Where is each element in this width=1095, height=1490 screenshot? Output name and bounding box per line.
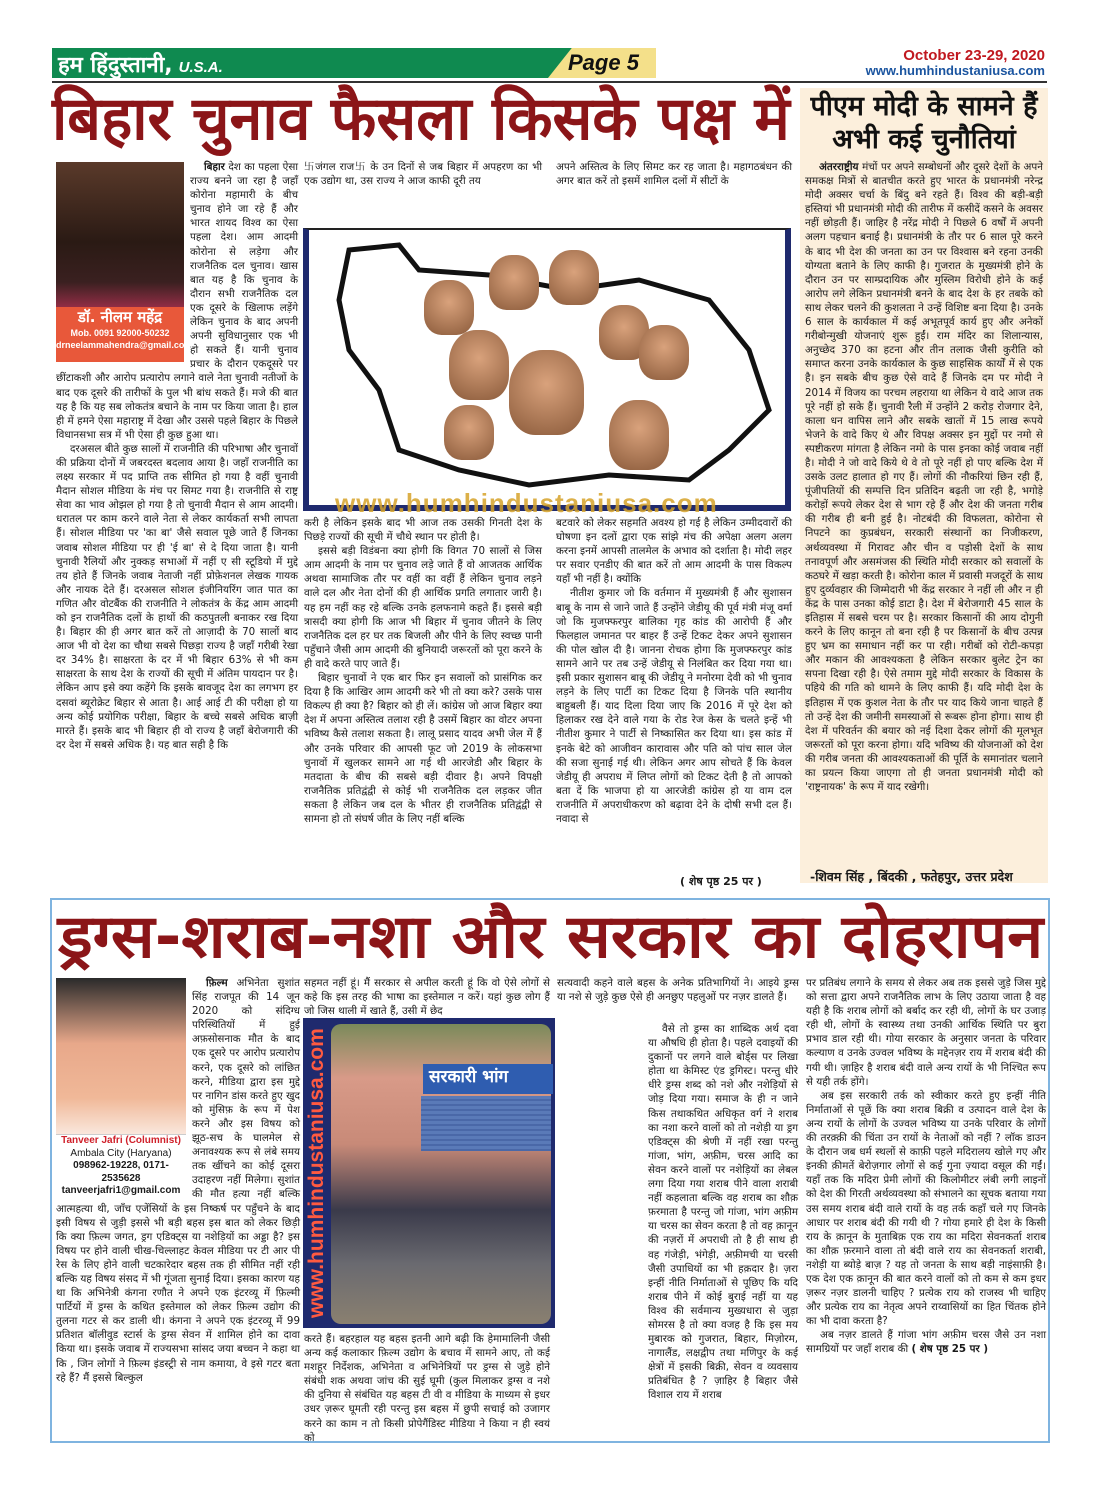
sidebar-byline: -शिवम सिंह , बिंदकी , फतेहपुर, उत्तर प्रदेश [810,869,1013,884]
author-name: डॉ. नीलम महेंद्र [77,308,163,326]
article3-column-2-top: सहमत नहीं हूं। मैं सरकार से अपील करती हूं कि वो ऐसे लोगों से कहे कि इस तरह की भाषा का इस्तेमाल न करें। यहां कुछ लोग हैं जो जिस थाली में खाते हैं, उसी में छेद [304,977,550,1018]
sidebar-headline: पीएम मोदी के सामने हैं अभी कई चुनौतियां [810,91,1038,155]
paragraph: बिहार देश का पहला ऐसा राज्य बनने जा रहा है जहाँ कोरोना महामारी के बीच चुनाव होने जा रहे हैं और भारत शायद विश्व का ऐसा पहला देश। आम आदमी कोरोना से लड़ेगा और राजनैतिक दल चुनाव। खास बात यह है कि चुनाव के दौरान सभी राजनैतिक दल एक दूसरे के खिलाफ लड़ेंगे लेकिन चुनाव के बाद अपनी अपनी सुविधानुसार एक भी हो सकते हैं। यानी चुनाव प्रचार के दौरान एकदूसरे पर छींटाकशी और आरोप प्रत्यारोप लगाने वाले नेता चुनावी नतीजों के बाद एक दूसरे की तारीफों के पुल भी बांध सकते हैं। मजे की बात यह है कि यह सब लोकतंत्र बचाने के नाम पर किया जाता है। हाल ही में हमने ऐसा महाराष्ट्र में देखा और उससे पहले बिहार के पिछले विधानसभा सत्र में भी ऐसा ही कुछ हुआ था। [56,161,298,441]
columnist-city: Ambala City (Haryana) [70,1147,172,1159]
paragraph: करते हैं। बहरहाल यह बहस इतनी आगे बढ़ी कि हेमामालिनी जैसी अन्य कई कलाकार फ़िल्म उद्योग के बचाव में सामने आए, तो कई मशहूर निर्देशक, अभिनेता व अभिनेत्रियों पर ड्रग्स से जुड़े होने संबंधी शक अथवा जांच की सुई घूमी (कुल मिलाकर ड्रग्स व नशे की दुनिया से संबंधित यह बहस टी वी व मीडिया के माध्यम से इधर उधर ज़रूर घूमती रही परन्तु इस बहस में छुपी सचाई को उजागर करने का काम न तो किसी प्रोपेगैंडिस्ट मीडिया ने किया न ही स्वयं को [304,1333,550,1444]
article3-column-2 [304,1332,550,1444]
bihar-leaders-map-image [303,228,791,511]
article3-column-3-narrow [648,1022,798,1402]
paragraph: अंतरराष्ट्रीय मंचों पर अपने सम्बोधनों और दूसरे देशों के अपने समकक्ष मित्रों से बातचीत करते हुए भारत के प्रधानमंत्री नरेन्द्र मोदी अक्सर चर्चा के बिंदु बने रहते हैं। विश्व की बड़ी-बड़ी हस्तियां भी प्रधानमंत्री मोदी की तारीफ में कसीदें कसने के अवसर नहीं छोड़ती हैं। जाहिर है नरेंद्र मोदी ने पिछले 6 वर्षों में अपनी अलग पहचान बनाई है। प्रधानमंत्री के तौर पर 6 साल पूरे करने के बाद भी देश की जनता का उन पर विश्वास बने रहना उनकी योग्यता बताने के लिए काफी है। गुजरात के मुख्यमंत्री होने के दौरान उन पर साम्प्रदायिक और मुस्लिम विरोधी होने के कई आरोप लगे लेकिन प्रधानमंत्री बनने के बाद देश के हर तबके को साथ लेकर चलने की कुशलता ने उन्हें विशिष्ट बना दिया है। उनके 6 साल के कार्यकाल में कई अभूतपूर्व कार्य हुए और अनेकों गरीबोन्मुखी योजनाएं शुरू हुईं। राम मंदिर का शिलान्यास, अनुच्छेद 370 का हटना और तीन तलाक जैसी कुरीति को समाप्त करना उनके कार्यकाल के कुछ साहसिक कार्यों में से एक है। इन सबके बीच कुछ ऐसे वादे हैं जिनके दम पर मोदी ने 2014 में विजय का परचम लहराया था लेकिन ये वादे आज तक पूरे नहीं हो सके हैं। चुनावी रैली में उन्होंने 2 करोड़ रोजगार देने, काला धन वापिस लाने और सबके खातों में 15 लाख रूपये भेजने के वादे किए थे और विपक्ष अक्सर इन मुद्दों पर नमो से स्पष्टीकरण मांगता है लेकिन नमो के पास इनका कोई जवाब नहीं है। मोदी ने जो वादे किये थे वे तो पूरे नहीं हो पाए बल्कि देश में उसके उलट हालात हो गए हैं। लोगों की नौकरियां छिन रही हैं, पूंजीपतियों की सम्पत्ति दिन प्रतिदिन बढ़ती जा रही है, भगोड़े करोड़ों रूपये लेकर देश से भाग रहे हैं और देश की जनता गरीब की गरीब ही बनी हुई है। नोटबंदी की विफलता, कोरोना से निपटने का कुप्रबंधन, सरकारी संस्थानों का निजीकरण, अर्थव्यवस्था में गिरावट और चीन व पड़ोसी देशों के साथ तनावपूर्ण और असमंजस की स्थिति मोदी सरकार को सवालों के कठघरे में खड़ा करती है। कोरोना काल में प्रवासी मजदूरों के साथ हुए दुर्व्यवहार की जिम्मेदारी भी केंद्र सरकार ने नहीं ली और न ही केंद्र के पास उनका कोई डाटा है। देश में बेरोजगारी 45 साल के इतिहास में सबसे चरम पर है। सरकार किसानों की आय दोगुनी करने के लिए कानून तो बना रही है पर किसानों के बीच उत्पन्न हुए भ्रम का समाधान नहीं कर पा रही। गरीबों को रोटी-कपड़ा और मकान की आवश्यकता है लेकिन सरकार बुलेट ट्रेन का सपना दिखा रही है। ऐसे तमाम मुद्दे मोदी सरकार के विकास के पहिये की गति को थामने के लिए काफी हैं। यदि मोदी देश के इतिहास में एक कुशल नेता के तौर पर याद किये जाना चाहते हैं तो उन्हें देश की जमीनी समस्याओं से रूबरू होना होगा। साथ ही देश में परिवर्तन की बयार को नई दिशा देकर लोगों की मूलभूत जरूरतों को पूरा करना होगा। यदि भविष्य की योजनाओं को देश की गरीब जनता की आवश्यकताओं की पूर्ति के समानांतर चलाने का प्रयत्न किया जाएगा तो ही जनता प्रधानमंत्री मोदी को 'राष्ट्रनायक' के रूप में याद रखेगी। [805,161,1043,794]
columnist-caption [56,1134,186,1196]
columnist-email: tanveerjafri1@gmail.com [61,1185,181,1196]
paragraph: अब इस सरकारी तर्क को स्वीकार करते हुए इन्हीं नीति निर्माताओं से पूछें कि क्या शराब बिक्री व उत्पादन वाले देश के अन्य रायों के लोगों के उज्वल भविष्य या उनके परिवार के लोगों की तरक़्क़ी की चिंता उन रायों के नेताओं को नहीं ? लॉक डाउन के दौरान जब धर्म स्थलों से काफ़ी पहले मदिरालय खोले गए और इनकी क़ीमतें बेरोज़गार लोगों से कई गुना ज़्यादा वसूल की गईं। यहाँ तक कि मदिरा प्रेमी लोगों की किलोमीटर लंबी लगी लाइनों को देश की गिरती अर्थव्यवस्था को संभालने का सूचक बताया गया उस समय शराब बंदी वाले रायों के वह तर्क कहाँ चले गए जिनके आधार पर शराब बंदी की गयी थी ? गोया हमारे ही देश के किसी राय के क़ानून के मुताबिक़ एक राय का मदिरा सेवनकर्ता शराब का शौक़ फ़रमाने वाला तो बंदी वाले राय का सेवनकर्ता शराबी, नशेड़ी या ब्योड़े बाज़ ? यह तो जनता के साथ बड़ी नाइंसाफ़ी है। एक देश एक क़ानून की बात करने वालों को तो कम से कम इधर ज़रूर नज़र डालनी चाहिए ? प्रत्येक राय को राजस्व भी चाहिए और प्रत्येक राय का नेतृत्व अपने राय्वासियों का हित चिंतक होने का भी दावा करता है? [806,1089,1046,1328]
shop-sign: सरकारी भांग [423,1064,553,1094]
continued-on-page: ( शेष पृष्ठ 25 पर ) [680,875,762,888]
columnist-phone: 098962-19228, 0171-2535628 [73,1160,169,1184]
image-watermark-vertical: www.humhindustaniusa.com [305,1028,328,1318]
leader-photo [639,325,689,380]
paragraph: करी है लेकिन इसके बाद भी आज तक उसकी गिनती देश के पिछड़े राज्यों की सूची में चौथे स्थान पर होती है। [304,517,542,544]
author-mobile: Mob. 0091 92000-50232 [70,328,170,338]
headline-drugs-liquor: ड्रग्स-शराब-नशा और सरकार का दोहरापन [58,902,1044,972]
article1-column-2-top: 卐जंगल राज卐 के उन दिनों से जब बिहार में अपहरण का भी एक उद्योग था, उस राज्य ने आज काफी दूरी तय [304,161,542,188]
header-divider [52,81,1047,83]
masthead-suffix: U.S.A. [178,59,223,76]
bhang-shop-image [303,1018,555,1328]
author-photo [56,162,193,362]
leader-photo [549,250,599,305]
shop-photo [331,1024,551,1324]
article3-column-1 [56,976,300,1436]
paragraph: अब नज़र डालते हैं गांजा भांग अफ़ीम चरस जैसे उन नशा सामग्रियों पर जहाँ शराब की ( शेष पृष्ठ 25 पर ) [806,1329,1046,1356]
paragraph: बिहार चुनावों ने एक बार फिर इन सवालों को प्रासंगिक कर दिया है कि आखिर आम आदमी करे भी तो क्या करे? उसके पास विकल्प ही क्या है? बिहार को ही लें। कांग्रेस जो आज बिहार क्या देश में अपना अस्तित्व तलाश रही है उसमें बिहार का वोटर अपना भविष्य कैसे तलाश सकता है। लालू प्रसाद यादव अभी जेल में हैं और उनके परिवार की आपसी फूट जो 2019 के लोकसभा चुनावों में खुलकर सामने आ गई थी आरजेडी और बिहार के मतदाता के बीच की सबसे बड़ी दीवार है। अपने विपक्षी राजनैतिक प्रतिद्वंद्वी से कोई भी राजनैतिक दल लड़कर जीत सकता है लेकिन जब दल के भीतर ही राजनैतिक प्रतिद्वंद्वी से सामना हो तो संघर्ष जीत के लिए नहीं बल्कि [304,672,542,825]
paragraph: बटवारे को लेकर सहमति अवश्य हो गई है लेकिन उम्मीदवारों की घोषणा इन दलों द्वारा एक सांझे मंच की अपेक्षा अलग अलग करना इनमें आपसी तालमेल के अभाव को दर्शाता है। मोदी लहर पर सवार एनडीए की बात करें तो आम आदमी के पास विकल्प यहाँ भी नहीं है। क्योंकि [556,517,792,586]
sidebar-modi-article [800,88,1048,883]
leader-photo [449,330,509,400]
paragraph: दरअसल बीते कुछ सालों में राजनीति की परिभाषा और चुनावों की प्रक्रिया दोनों में जबरदस्त बदलाव आया है। जहाँ राजनीति का लक्ष्य सरकार में पद प्राप्ति तक सीमित हो गया है वहीं चुनावी मैदान सोशल मीडिया के मंच पर सिमट गया है। राजनीति से राष्ट्र सेवा का भाव ओझल हो गया है तो चुनावी मैदान से आम आदमी। धरातल पर काम करने वाले नेता से लेकर कार्यकर्ता सभी लापता हैं। सोशल मीडिया पर 'का बा' जैसे सवाल पूछे जाते हैं जिनका जवाब सोशल मीडिया पर ही 'ई बा' से दे दिया जाता है। यानी चुनावी रैलियों और नुक्कड़ सभाओं में नहीं ए सी स्टूडियो में मुद्दे तय होते हैं जिनके जवाब नेताजी नहीं प्रोफ़ेशनल लेखक गायक और नायक देते हैं। दरअसल सोशल इंजीनियरिंग जात पात का गणित और वोटबैंक की राजनीति ने लोकतंत्र के केंद्र आम आदमी को इन राजनैतिक दलों के हाथों की कठपुतली बनाकर रख दिया है। बिहार की ही अगर बात करें तो आज़ादी के 70 सालों बाद आज भी वो देश का चौथा सबसे पिछड़ा राज्य है जहाँ गरीबी रेखा दर 34% है। साक्षरता के दर में भी बिहार 63% से भी कम साक्षरता के साथ देश के राज्यों की सूची में अंतिम पायदान पर है। लेकिन आप इसे क्या कहेंगे कि इसके बावजूद देश का लगभग हर दसवां ब्यूरोक्रेट बिहार से आता है। आई आई टी की परीक्षा हो या अन्य कोई प्रयोगिक परीक्षा, बिहार के बच्चे सबसे अधिक बाज़ी मारते हैं। इसके बाद भी बिहार ही वो राज्य है जहाँ बेरोजगारी की दर देश में सबसे अधिक है। यह बात सही है कि [56,442,298,751]
article3-column-4 [806,976,1046,1436]
article1-column-1 [56,160,298,892]
sidebar-body [800,158,1048,858]
headline-bihar-election: बिहार चुनाव फैसला किसके पक्ष में [52,84,790,154]
paragraph: वैसे तो ड्रग्स का शाब्दिक अर्थ दवा या औषधि ही होता है। पहले दवाइयों की दुकानों पर लगने वाले बोर्ड्स पर लिखा होता था केमिस्ट एंड ड्रगिस्ट। परन्तु धीरे धीरे ड्रग्स शब्द को नशे और नशेड़ियों से जोड़ दिया गया। समाज के ही न जाने किस तथाकथित अधिकृत वर्ग ने शराब का नशा करने वालों को तो नशेड़ी या ड्रग एडिक्ट्स की श्रेणी में नहीं रखा परन्तु गांजा, भांग, अफ़ीम, चरस आदि का सेवन करने वालों पर नशेड़ियों का लेबल लगा दिया गया शराब पीने वाला शराबी नहीं कहलाता बल्कि वह शराब का शौक़ फ़रमाता है परन्तु जो गांजा, भांग अफ़ीम या चरस का सेवन करता है तो वह क़ानून की नज़रों में अपराधी तो है ही साथ ही वह गंजेड़ी, भंगेड़ी, अफ़ीमची या चरसी जैसी उपाधियों का भी हक़दार है। ज़रा इन्हीं नीति निर्माताओं से पूछिए कि यदि शराब पीने में कोई बुराई नहीं या यह विश्व की सर्वमान्य मुख्यधारा से जुड़ा सोमरस है तो क्या वजह है कि इस मय मुबारक को गुजरात, बिहार, मिज़ोरम, नागालैंड, लक्षद्वीप तथा मणिपुर के कई क्षेत्रों में इसकी बिक्री, सेवन व व्यवसाय प्रतिबंधित है ? ज़ाहिर है बिहार जैसे विशाल राय में शराब [648,1023,798,1402]
shop-shutter [421,1096,551,1151]
article3-column-3-top: सत्यवादी कहने वाले बहस के अनेक प्रतिभागियों ने। आइये ड्रग्स या नशे से जुड़े कुछ ऐसे ही अनछुए पहलुओं पर नज़र डालते हैं। [557,977,799,1004]
leader-photo [609,400,669,470]
leader-photo [509,350,584,435]
paragraph: नीतीश कुमार जो कि वर्तमान में मुख्यमंत्री हैं और सुशासन बाबू के नाम से जाने जाते हैं उन्होंने जेडीयू की पूर्व मंत्री मंजू वर्मा जो कि मुजफ्फरपुर बालिका गृह कांड की आरोपी हैं और फिलहाल जमानत पर बाहर हैं उन्हें टिकट देकर अपने सुशासन की पोल खोल दी है। जानना रोचक होगा कि मुजफ्फरपुर कांड सामने आने पर तब उन्हें जेडीयू से निलंबित कर दिया गया था। इसी प्रकार सुशासन बाबू की जेडीयू ने मनोरमा देवी को भी चुनाव लड़ने के लिए पार्टी का टिकट दिया है जिनके पति स्थानीय बाहुबली हैं। याद दिला दिया जाए कि 2016 में पूरे देश को हिलाकर रख देने वाले गया के रोड रेज केस के चलते इन्हें भी नीतीश कुमार ने पार्टी से निष्कासित कर दिया था। इस कांड में इनके बेटे को आजीवन कारावास और पति को पांच साल जेल की सजा सुनाई गई थी। लेकिन अगर आप सोचते हैं कि केवल जेडीयू ही अपराध में लिप्त लोगों को टिकट देती है तो आपको बता दें कि भाजपा हो या आरजेडी कांग्रेस हो या वाम दल राजनीति में अपराधीकरण को बढ़ावा देने के दोषी सभी दल हैं। नवादा से [556,587,792,825]
author-email: drneelammahendra@gmail.com [56,340,193,350]
article1-column-2 [304,516,542,888]
leader-photo [489,255,539,310]
page-number: Page 5 [568,50,639,75]
website-link[interactable]: www.humhindustaniusa.com [865,63,1045,78]
paragraph: इससे बड़ी विडंबना क्या होगी कि विगत 70 सालों से जिस आम आदमी के नाम पर चुनाव लड़े जाते हैं वो आजतक आर्थिक अथवा सामाजिक तौर पर वहीं का वहीं हैं लेकिन चुनाव लड़ने वाले दल और नेता दोनों की ही आर्थिक प्रगति लगातार जारी है। यह हम नहीं कह रहे बल्कि उनके हलफनामे कहते हैं। इससे बड़ी त्रासदी क्या होगी कि आज भी बिहार में चुनाव जीतने के लिए राजनैतिक दल हर घर तक बिजली और पीने के लिए स्वच्छ पानी पहुँचाने जैसी आम आदमी की बुनियादी जरूरतों को पूरा करने के ही वादे करते पाए जाते हैं। [304,545,542,670]
article1-column-3-top: अपने अस्तित्व के लिए सिमट कर रह जाता है। महागठबंधन की अगर बात करें तो इसमें शामिल दलों में सीटों के [556,161,792,188]
image-watermark: www.humhindustaniusa.com [335,488,718,518]
paragraph: पर प्रतिबंध लगाने के समय से लेकर अब तक इससे जुड़े जिस मुद्दे को सत्ता द्वारा अपने राजनैतिक लाभ के लिए उठाया जाता है वह यही है कि शराब लोगों को बर्बाद कर रही थी, लोगों के घर उजाड़ रही थी, लोगों के स्वास्थ्य तथा उनकी आर्थिक स्थिति पर बुरा प्रभाव डाल रही थी। गोया सरकार के अनुसार जनता के परिवार कल्याण व उनके उज्वल भविष्य के मद्देनज़र राय में शराब बंदी की गयी थी। ज़ाहिर है शराब बंदी वाले अन्य रायों के भी निश्चित रूप से यही तर्क होंगे। [806,977,1046,1088]
issue-date: October 23-29, 2020 [903,47,1045,64]
paragraph: फ़िल्म अभिनेता सुशांत सिंह राजपूत की 14 जून 2020 को संदिग्ध परिस्थितियों में हुई अफ़सोसनाक मौत के बाद एक दूसरे पर आरोप प्रत्यारोप करने, एक दूसरे को लांछित करने, मीडिया द्वारा इस मुद्दे पर नागिन डांस करते हुए खुद को मुंसिफ़ के रूप में पेश करने और इस विषय को झूठ-सच के घालमेल से अनावश्यक रूप से लंबे समय तक खींचने का कोई दूसरा उदाहरण नहीं मिलेगा। सुशांत की मौत हत्या नहीं बल्कि आत्महत्या थी, जाँच एजेंसियों के इस निष्कर्ष पर पहुँचने के बाद इसी विषय से जुड़ी इससे भी बड़ी बहस इस बात को लेकर छिड़ी कि क्या फ़िल्म जगत, ड्रग एडिक्ट्स या नशेड़ियों का अड्डा है? इस विषय पर होने वाली चीख-चिल्लाहट केवल मीडिया पर टी आर पी रेस के लिए होने वाली चटकारेदार बहस तक ही सीमित नहीं रही बल्कि यह विषय संसद में भी गूंजता सुनाई दिया। इसका कारण यह था कि अभिनेत्री कंगना रणौत ने अपने एक इंटरव्यू में फ़िल्मी पार्टियों में ड्रग्स के कथित इस्तेमाल को लेकर फ़िल्म उद्योग की तुलना गटर से कर डाली थी। कंगना ने अपने एक इंटरव्यू में 99 प्रतिशत बॉलीवुड स्टार्स के ड्रग्स सेवन में शामिल होने का दावा किया था। इसके जवाब में राज्यसभा सांसद जया बच्चन ने कहा था कि , जिन लोगों ने फ़िल्म इंडस्ट्री से नाम कमाया, वे इसे गटर बता रहे हैं? मैं इससे बिल्कुल [56,977,300,1384]
article1-column-3 [556,516,792,872]
columnist-name: Tanveer Jafri (Columnist) [61,1135,181,1146]
author-caption [56,307,193,362]
leader-photo [444,405,494,460]
leader-photo [424,280,474,335]
masthead [58,49,223,79]
columnist-photo [56,978,186,1196]
masthead-title: हम हिंदुस्तानी, [58,53,173,78]
